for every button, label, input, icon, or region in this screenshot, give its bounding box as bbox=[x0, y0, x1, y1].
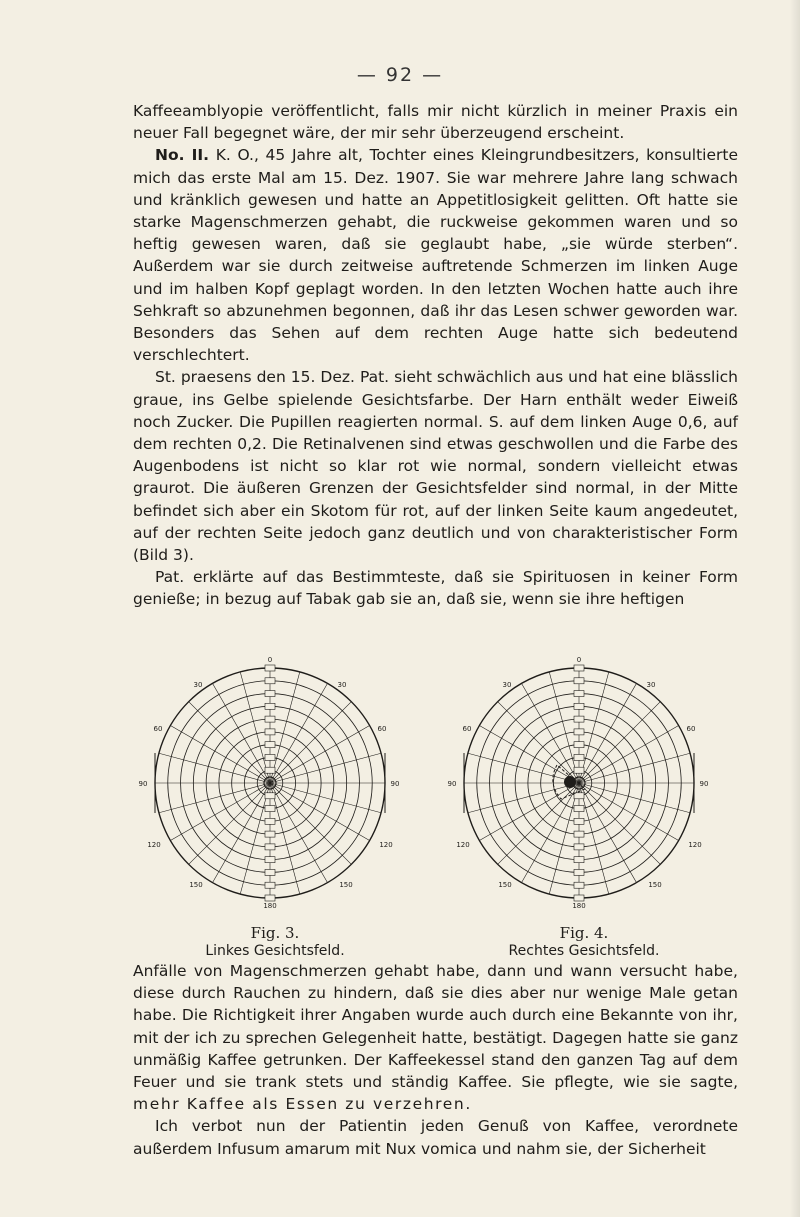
angle-label: 0 bbox=[267, 656, 273, 664]
angle-label: 60 bbox=[686, 725, 696, 733]
degree-scale-box bbox=[265, 742, 275, 748]
meridian-line bbox=[579, 702, 660, 783]
degree-scale-box bbox=[574, 703, 584, 709]
angle-label: 90 bbox=[138, 780, 148, 788]
page-number: — 92 — bbox=[356, 64, 444, 86]
paragraph: Pat. erklärte auf das Bestimmteste, daß sie Spirituosen in keiner Form genieße; in bezug auf Tabak gab sie an, daß sie, wenn sie ihre heftigen bbox=[133, 568, 738, 609]
paragraph: St. praesens den 15. Dez. Pat. sieht schwächlich aus und hat eine blässlich graue, ins Gelbe spielende Gesichtsfarbe. Der Harn enthält weder Eiweiß noch Zucker. Die Pupillen reagierten normal. S. auf dem linken Auge 0,6, auf dem rechten 0,2. Die Retinalvenen sind etwas geschwollen und die Farbe des Augenbodens ist nicht so klar rot wie normal, sondern vielleicht etwas graurot. Die äußeren Grenzen der Gesichtsfelder sind normal, in der Mitte befindet sich aber ein Skotom für rot, auf der linken Seite kaum angedeutet, auf der rechten Seite jedoch ganz deutlich und von charakteristischer Form (Bild 3). bbox=[133, 368, 738, 565]
figure-left-visual-field bbox=[140, 648, 410, 960]
angle-label: 90 bbox=[390, 780, 400, 788]
angle-label: 150 bbox=[189, 881, 203, 889]
degree-scale-box bbox=[265, 691, 275, 697]
angle-label: 120 bbox=[147, 841, 161, 849]
angle-label: 150 bbox=[498, 881, 512, 889]
case-number: No. II. bbox=[155, 146, 210, 165]
meridian-line bbox=[159, 783, 270, 813]
meridian-line bbox=[549, 783, 579, 894]
figure-title: Rechtes Gesichtsfeld. bbox=[508, 943, 660, 959]
angle-label: 90 bbox=[699, 780, 709, 788]
figure-label: Fig. 4. bbox=[559, 924, 609, 942]
paragraph-case-no2 bbox=[133, 144, 738, 366]
degree-scale-box bbox=[574, 818, 584, 824]
degree-scale-box bbox=[574, 806, 584, 812]
emphasized-quote: mehr Kaffee als Essen zu verzehren. bbox=[133, 1095, 472, 1114]
degree-scale-box bbox=[574, 729, 584, 735]
meridian-line bbox=[549, 672, 579, 783]
angle-label: 30 bbox=[193, 681, 203, 689]
degree-scale-box bbox=[265, 857, 275, 863]
degree-scale-box bbox=[265, 665, 275, 671]
degree-scale-box bbox=[265, 678, 275, 684]
meridian-line bbox=[468, 753, 579, 783]
degree-scale-box bbox=[574, 716, 584, 722]
meridian-line bbox=[240, 783, 270, 894]
angle-label: 30 bbox=[646, 681, 656, 689]
meridian-line bbox=[498, 702, 579, 783]
scotoma-mark bbox=[564, 776, 576, 788]
angle-label: 60 bbox=[462, 725, 472, 733]
meridian-line bbox=[240, 672, 270, 783]
degree-scale-box bbox=[265, 767, 275, 773]
meridian-line bbox=[270, 783, 351, 864]
angle-label: 30 bbox=[502, 681, 512, 689]
degree-scale-box bbox=[574, 857, 584, 863]
figure-caption bbox=[140, 924, 410, 960]
degree-scale-box bbox=[265, 869, 275, 875]
figure-right-visual-field bbox=[449, 648, 719, 960]
meridian-line bbox=[468, 783, 579, 813]
degree-scale-box bbox=[574, 882, 584, 888]
degree-scale-box bbox=[574, 742, 584, 748]
meridian-line bbox=[270, 783, 300, 894]
degree-scale-box bbox=[265, 831, 275, 837]
degree-scale-box bbox=[265, 754, 275, 760]
degree-scale-box bbox=[265, 882, 275, 888]
paragraph bbox=[133, 960, 738, 1115]
paragraph: Ich verbot nun der Patientin jeden Genuß von Kaffee, verordnete außerdem Infusum amarum mit Nux vomica und nahm sie, der Sicherheit bbox=[133, 1117, 738, 1158]
degree-scale-box bbox=[574, 844, 584, 850]
angle-label: 90 bbox=[447, 780, 457, 788]
degree-scale-box bbox=[265, 729, 275, 735]
angle-label: 60 bbox=[153, 725, 163, 733]
meridian-line bbox=[189, 783, 270, 864]
meridian-line bbox=[579, 783, 690, 813]
figure-caption bbox=[449, 924, 719, 960]
meridian-line bbox=[270, 783, 381, 813]
meridian-line bbox=[579, 753, 690, 783]
meridian-line bbox=[189, 702, 270, 783]
visual-field-chart-left bbox=[140, 648, 410, 918]
angle-label: 180 bbox=[572, 902, 586, 910]
degree-scale-box bbox=[574, 754, 584, 760]
degree-scale-box bbox=[574, 691, 584, 697]
meridian-line bbox=[270, 672, 300, 783]
degree-scale-box bbox=[265, 716, 275, 722]
visual-field-chart-right bbox=[449, 648, 719, 918]
meridian-line bbox=[579, 783, 609, 894]
degree-scale-box bbox=[574, 678, 584, 684]
angle-label: 150 bbox=[339, 881, 353, 889]
degree-scale-box bbox=[265, 818, 275, 824]
angle-label: 120 bbox=[688, 841, 702, 849]
angle-label: 30 bbox=[337, 681, 347, 689]
case-body: K. O., 45 Jahre alt, Tochter eines Kleingrundbesitzers, konsultierte mich das erste Mal am 15. Dez. 1907. Sie war mehrere Jahre lang schwach und kränklich gewesen und hatte an Appetitlosigkeit gelitten. Oft hatte sie starke Magenschmerzen gehabt, die ruckweise gekommen waren und so heftig gewesen waren, daß sie geglaubt habe, „sie würde sterben“. Außerdem war sie durch zeitweise auftretende Schmerzen im linken Auge und im halben Kopf geplagt worden. In den letzten Wochen hatte auch ihre Sehkraft so abzunehmen begonnen, daß ihr das Lesen schwer geworden war. Besonders das Sehen auf dem rechten Auge hatte sich bedeutend verschlechtert. bbox=[133, 146, 738, 365]
meridian-line bbox=[579, 783, 660, 864]
angle-label: 120 bbox=[379, 841, 393, 849]
angle-label: 150 bbox=[648, 881, 662, 889]
degree-scale-box bbox=[265, 793, 275, 799]
degree-scale-box bbox=[574, 869, 584, 875]
meridian-line bbox=[579, 672, 609, 783]
page-edge-shadow bbox=[790, 0, 800, 1217]
degree-scale-box bbox=[265, 703, 275, 709]
paragraph: Kaffeeamblyopie veröffentlicht, falls mir nicht kürzlich in meiner Praxis ein neuer Fall begegnet wäre, der mir sehr überzeugend erscheint. bbox=[133, 102, 738, 143]
degree-scale-box bbox=[574, 793, 584, 799]
degree-scale-box bbox=[574, 665, 584, 671]
degree-scale-box bbox=[574, 767, 584, 773]
paragraph-text: Anfälle von Magenschmerzen gehabt habe, dann und wann versucht habe, diese durch Rauchen zu hindern, daß sie dies aber nur wenige Male getan habe. Die Richtigkeit ihrer Angaben wurde auch durch eine Bekannte von ihr, mit der ich zu sprechen Gelegenheit hatte, bestätigt. Dagegen hatte sie ganz unmäßig Kaffee getrunken. Der Kaffeekessel stand den ganzen Tag auf dem Feuer und sie trank stets und ständig Kaffee. Sie pflegte, wie sie sagte, bbox=[133, 962, 738, 1092]
meridian-line bbox=[159, 753, 270, 783]
angle-label: 180 bbox=[263, 902, 277, 910]
meridian-line bbox=[498, 783, 579, 864]
figure-label: Fig. 3. bbox=[250, 924, 300, 942]
degree-scale-box bbox=[265, 806, 275, 812]
meridian-line bbox=[270, 702, 351, 783]
angle-label: 0 bbox=[576, 656, 582, 664]
meridian-line bbox=[270, 753, 381, 783]
degree-scale-box bbox=[265, 895, 275, 901]
text-block-bottom bbox=[133, 960, 738, 1160]
angle-label: 60 bbox=[377, 725, 387, 733]
figure-title: Linkes Gesichtsfeld. bbox=[205, 943, 345, 959]
angle-label: 120 bbox=[456, 841, 470, 849]
degree-scale-box bbox=[574, 831, 584, 837]
text-block-top bbox=[133, 100, 738, 611]
degree-scale-box bbox=[265, 844, 275, 850]
degree-scale-box bbox=[574, 895, 584, 901]
